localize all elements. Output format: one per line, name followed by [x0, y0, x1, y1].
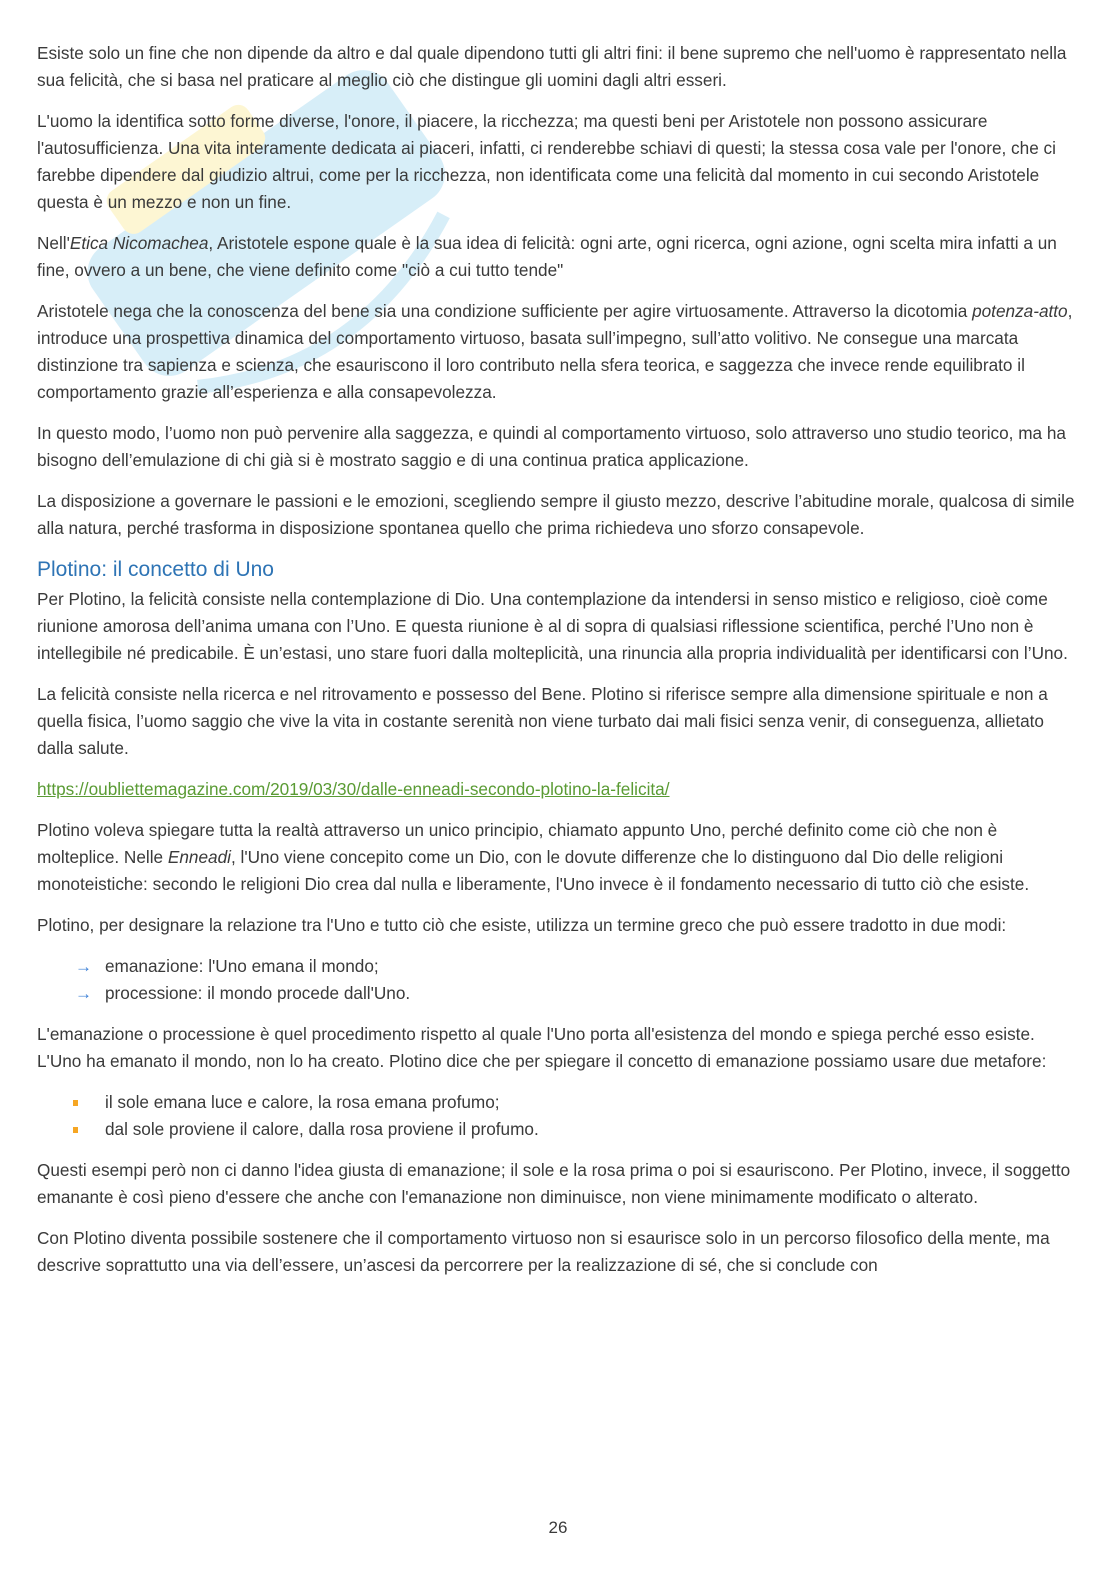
list-item: → emanazione: l'Uno emana il mondo; [67, 953, 1077, 980]
page-number: 26 [548, 1518, 568, 1537]
source-link[interactable]: https://oubliettemagazine.com/2019/03/30/dalle-enneadi-secondo-plotino-la-felicita/ [37, 779, 670, 799]
paragraph: Plotino voleva spiegare tutta la realtà attraverso un unico principio, chiamato appunto Uno, perché definito come ciò che non è molteplice. Nelle Enneadi, l'Uno viene concepito come un Dio, con le dovute differenze che lo distinguono dal Dio delle religioni monoteistiche: secondo le religioni Dio crea dal nulla e liberamente, l'Uno invece è il fondamento necessario di tutto ciò che esiste. [37, 820, 1030, 894]
list-item: il sole emana luce e calore, la rosa emana profumo; [67, 1089, 1077, 1116]
paragraph: Esiste solo un fine che non dipende da altro e dal quale dipendono tutti gli altri fini: il bene supremo che nell'uomo è rappresentato nella sua felicità, che si basa nel praticare al meglio ciò che distingue gli uomini dagli altri esseri. [37, 43, 1067, 90]
paragraph: Questi esempi però non ci danno l'idea giusta di emanazione; il sole e la rosa prima o poi si esauriscono. Per Plotino, invece, il soggetto emanante è così pieno d'essere che anche con l'emanazione non diminuisce, non viene minimamente modificato o alterato. [37, 1160, 1071, 1207]
paragraph: Plotino, per designare la relazione tra l'Uno e tutto ciò che esiste, utilizza un termine greco che può essere tradotto in due modi: [37, 915, 1007, 935]
paragraph [37, 776, 1077, 803]
paragraph: In questo modo, l’uomo non può pervenire alla saggezza, e quindi al comportamento virtuoso, solo attraverso uno studio teorico, ma ha bisogno dell’emulazione di chi già si è mostrato saggio e di una continua pratica applicazione. [37, 423, 1066, 470]
paragraph: Per Plotino, la felicità consiste nella contemplazione di Dio. Una contemplazione da intendersi in senso mistico e religioso, cioè come riunione amorosa dell’anima umana con l’Uno. E questa riunione è al di sopra di qualsiasi riflessione scientifica, perché l’Uno non è intellegibile né predicabile. È un’estasi, uno stare fuori dalla molteplicità, una rinuncia alla propria individualità per identificarsi con l’Uno. [37, 589, 1068, 663]
arrow-list [37, 953, 1077, 1007]
arrow-right-icon: → [75, 984, 92, 1003]
paragraph: Aristotele nega che la conoscenza del bene sia una condizione sufficiente per agire virtuosamente. Attraverso la dicotomia potenza-atto, introduce una prospettiva dinamica del comportamento virtuoso, basata sull’impegno, sull’atto volitivo. Ne consegue una marcata distinzione tra sapienza e scienza, che esauriscono il loro contributo nella sfera teorica, e saggezza che invece rende equilibrato il comportamento grazie all’esperienza e alla consapevolezza. [37, 301, 1073, 402]
square-bullet-icon [73, 1100, 78, 1106]
paragraph: La disposizione a governare le passioni e le emozioni, scegliendo sempre il giusto mezzo, descrive l’abitudine morale, qualcosa di simile alla natura, perché trasforma in disposizione spontanea quello che prima richiedeva uno sforzo consapevole. [37, 491, 1075, 538]
document-page [37, 40, 1077, 1293]
paragraph: Con Plotino diventa possibile sostenere che il comportamento virtuoso non si esaurisce solo in un percorso filosofico della mente, ma descrive soprattutto una via dell’essere, un’ascesi da percorrere per la realizzazione di sé, che si conclude con [37, 1228, 1050, 1275]
paragraph: L'emanazione o processione è quel procedimento rispetto al quale l'Uno porta all'esistenza del mondo e spiega perché esso esiste. L'Uno ha emanato il mondo, non lo ha creato. Plotino dice che per spiegare il concetto di emanazione possiamo usare due metafore: [37, 1024, 1047, 1071]
square-list [37, 1089, 1077, 1143]
paragraph: La felicità consiste nella ricerca e nel ritrovamento e possesso del Bene. Plotino si riferisce sempre alla dimensione spirituale e non a quella fisica, l’uomo saggio che vive la vita in costante serenità non viene turbato dai mali fisici senza venir, di conseguenza, allietato dalla salute. [37, 684, 1048, 758]
square-bullet-icon [73, 1127, 78, 1133]
paragraph: L'uomo la identifica sotto forme diverse, l'onore, il piacere, la ricchezza; ma questi beni per Aristotele non possono assicurare l'autosufficienza. Una vita interamente dedicata ai piaceri, infatti, ci renderebbe schiavi di questi; la stessa cosa vale per l'onore, che ci farebbe dipendere dal giudizio altrui, come per la ricchezza, non identificata come una felicità dal momento in cui secondo Aristotele questa è un mezzo e non un fine. [37, 111, 1056, 212]
paragraph: Nell'Etica Nicomachea, Aristotele espone quale è la sua idea di felicità: ogni arte, ogni ricerca, ogni azione, ogni scelta mira infatti a un fine, ovvero a un bene, che viene definito come "ciò a cui tutto tende" [37, 233, 1057, 280]
section-heading: Plotino: il concetto di Uno [37, 558, 274, 581]
list-item: → processione: il mondo procede dall'Uno. [67, 980, 1077, 1007]
list-item: dal sole proviene il calore, dalla rosa proviene il profumo. [67, 1116, 1077, 1143]
arrow-right-icon: → [75, 957, 92, 976]
